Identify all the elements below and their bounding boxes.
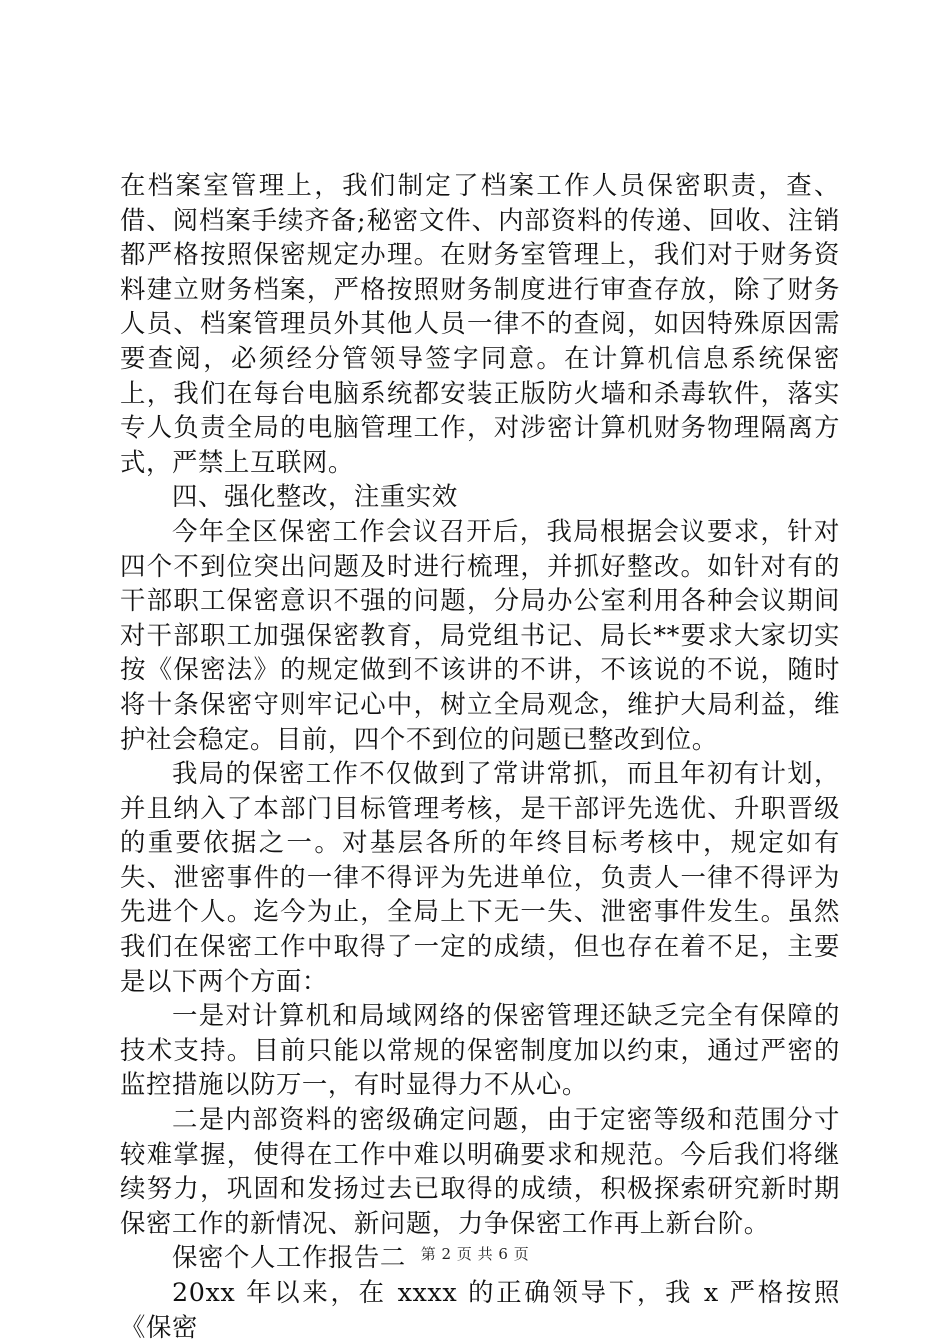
paragraph-rectification: 今年全区保密工作会议召开后，我局根据会议要求，针对四个不到位突出问题及时进行梳理，并抓好整改。如针对有的干部职工保密意识不强的问题，分局办公室利用各种会议期间对干部职工加强保密教育，局党组书记、局长**要求大家切实按《保密法》的规定做到不该讲的不讲，不该说的不说，随时将十条保密守则牢记心中，树立全局观念，维护大局利益，维护社会稳定。目前，四个不到位的问题已整改到位。 <box>120 515 840 754</box>
paragraph-archive-management: 在档案室管理上，我们制定了档案工作人员保密职责，查、借、阅档案手续齐备;秘密文件、内部资料的传递、回收、注销都严格按照保密规定办理。在财务室管理上，我们对于财务资料建立财务档案，严格按照财务制度进行审查存放，除了财务人员、档案管理员外其他人员一律不的查阅，如因特殊原因需要查阅，必须经分管领导签字同意。在计算机信息系统保密上，我们在每台电脑系统都安装正版防火墙和杀毒软件，落实专人负责全局的电脑管理工作，对涉密计算机财务物理隔离方式，严禁上互联网。 <box>120 170 840 477</box>
paragraph-report-two-intro: 20xx 年以来，在 xxxx 的正确领导下，我 x 严格按照《保密 <box>120 1277 840 1342</box>
document-body <box>120 168 840 1344</box>
section-heading-rectification: 四、强化整改，注重实效 <box>172 481 458 512</box>
paragraph-shortcoming-two: 二是内部资料的密级确定问题，由于定密等级和范围分寸较难掌握，使得在工作中难以明确要求和规范。今后我们将继续努力，巩固和发扬过去已取得的成绩，积极探索研究新时期保密工作的新情况、新问题，力争保密工作再上新台阶。 <box>120 1104 840 1238</box>
paragraph-assessment: 我局的保密工作不仅做到了常讲常抓，而且年初有计划，并且纳入了本部门目标管理考核，是干部评先选优、升职晋级的重要依据之一。对基层各所的年终目标考核中，规定如有失、泄密事件的一律不得评为先进单位，负责人一律不得评为先进个人。迄今为止，全局上下无一失、泄密事件发生。虽然我们在保密工作中取得了一定的成绩，但也存在着不足，主要是以下两个方面： <box>120 758 840 996</box>
paragraph-shortcoming-one: 一是对计算机和局域网络的保密管理还缺乏完全有保障的技术支持。目前只能以常规的保密制度加以约束，通过严密的监控措施以防万一，有时显得力不从心。 <box>120 1000 840 1100</box>
section-heading-report-two: 保密个人工作报告二 <box>172 1242 406 1273</box>
page-number-footer: 第 2 页 共 6 页 <box>420 1245 530 1263</box>
